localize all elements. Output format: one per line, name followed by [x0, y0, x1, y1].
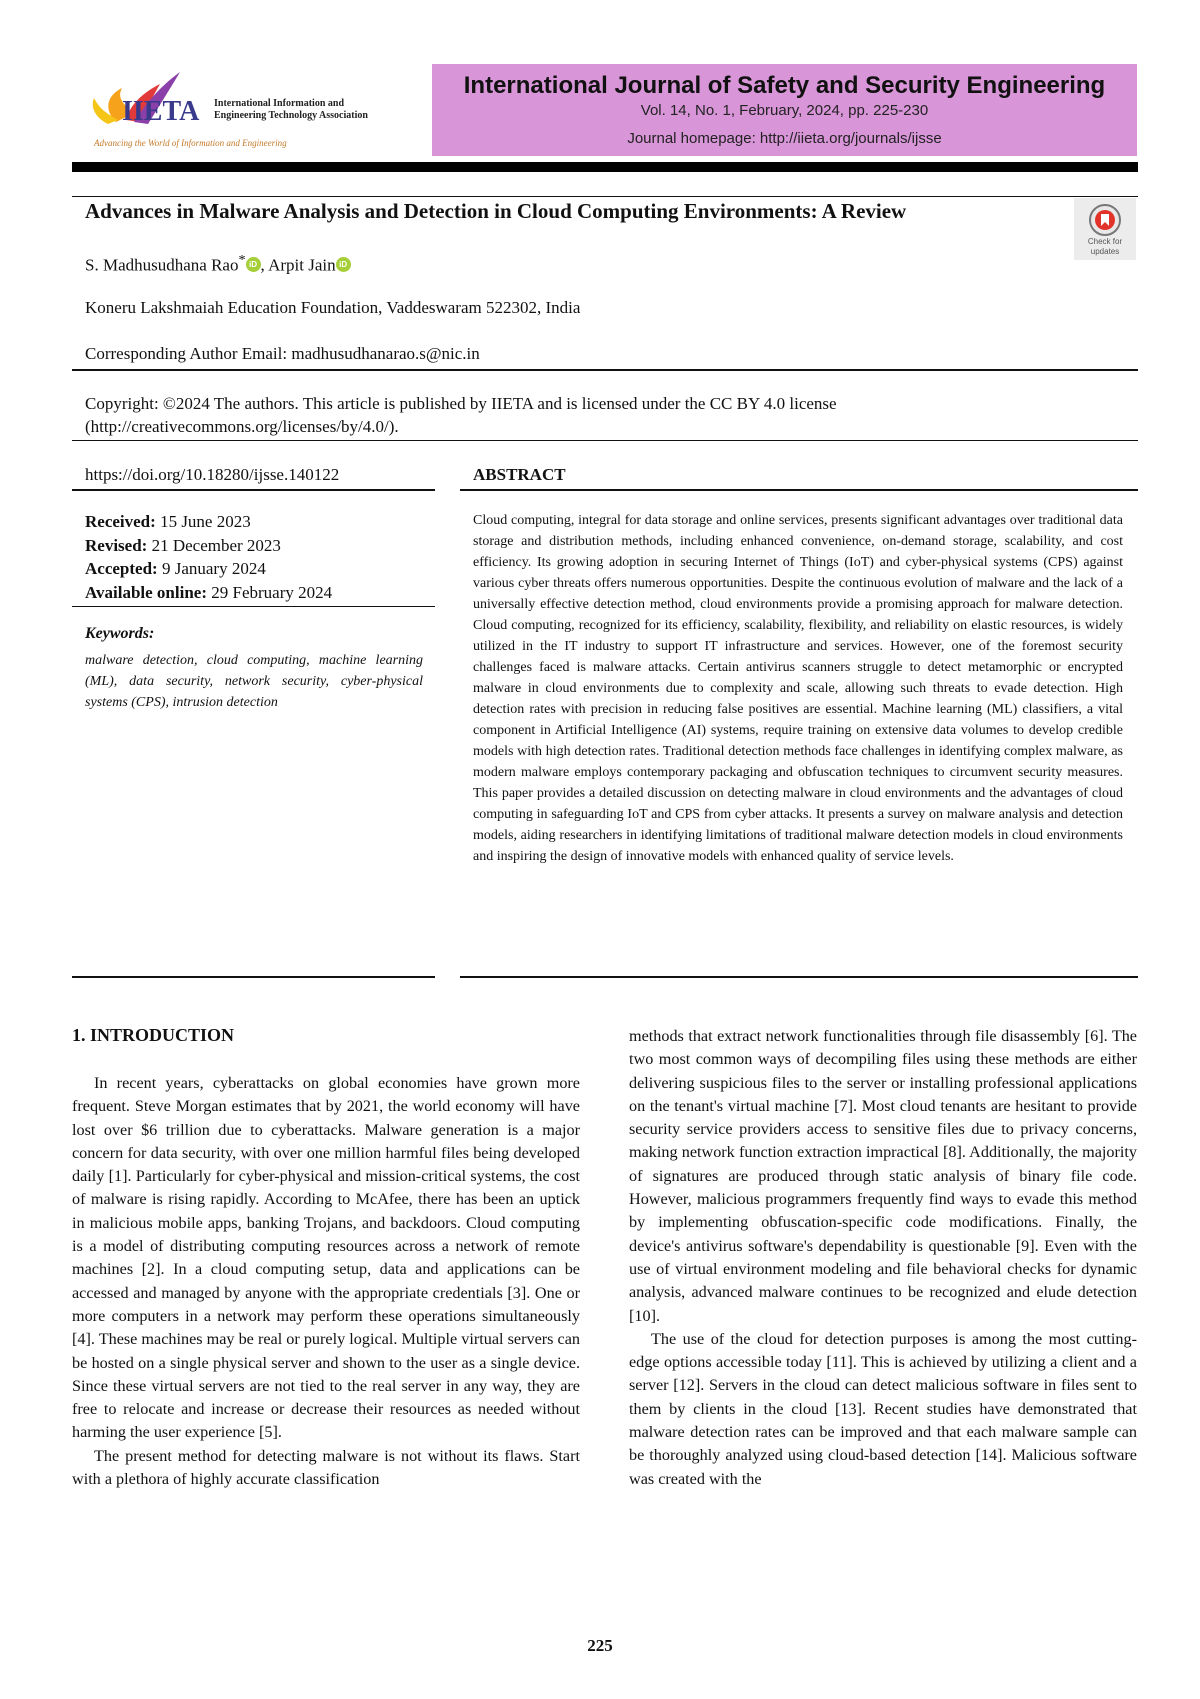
author-name: Arpit Jain — [268, 255, 336, 275]
article-dates — [85, 510, 332, 604]
copyright-rule — [72, 440, 1138, 441]
logo-wordmark: IIETA — [122, 96, 200, 127]
logo-org-line2: Engineering Technology Association — [214, 110, 368, 121]
revised-date: Revised: 21 December 2023 — [85, 535, 281, 555]
author-separator: , — [260, 255, 269, 275]
corresponding-mark: * — [238, 252, 246, 268]
journal-header — [432, 64, 1137, 156]
paragraph: In recent years, cyberattacks on global economies have grown more frequent. Steve Morgan estimates that by 2021, the world economy will have lost over $6 trillion due to cyberattacks. Malware generation is a major concern for data security, with over one million harmful files being developed daily [1]. Particularly for cyber-physical and mission-critical systems, the cost of malware is rising rapidly. According to McAfee, there has been an uptick in malicious mobile apps, banking Trojans, and backdoors. Cloud computing is a model of distributing computing resources across a network of remote machines [2]. In a cloud computing setup, data and applications can be accessed and managed by anyone with the appropriate credentials [3]. One or more computers in a network may perform these operations simultaneously [4]. These machines may be real or purely logical. Multiple virtual servers can be hosted on a single physical server and shown to the user as a single device. Since these virtual servers are not tied to the real server in any way, they are free to relocate and increase or decrease their resources as needed without harming the user experience [5]. — [72, 1074, 580, 1442]
check-for-updates-badge[interactable] — [1074, 198, 1136, 260]
journal-homepage-link[interactable]: Journal homepage: http://iieta.org/journals/ijsse — [627, 130, 942, 147]
author-list — [85, 252, 351, 276]
body-column-left — [72, 1072, 580, 1491]
title-top-rule — [72, 196, 1138, 197]
received-date: Received: 15 June 2023 — [85, 512, 251, 531]
abstract-heading: ABSTRACT — [473, 465, 566, 484]
doi-rule — [72, 489, 435, 491]
journal-volume: Vol. 14, No. 1, February, 2024, pp. 225-230 — [640, 102, 929, 119]
paragraph: The use of the cloud for detection purposes is among the most cutting-edge options accessible today [11]. This is achieved by utilizing a client and a server [12]. Servers in the cloud can detect malicious software in files sent to them by clients in the cloud [13]. Recent studies have demonstrated that malware detection rates can be improved and that each malware sample can be thoroughly analyzed using cloud-based detection [14]. Malicious software was created with the — [629, 1329, 1137, 1488]
header-divider — [72, 162, 1138, 172]
paragraph: The present method for detecting malware is not without its flaws. Start with a plethora of highly accurate classification — [72, 1446, 580, 1489]
doi-link[interactable]: https://doi.org/10.18280/ijsse.140122 — [85, 465, 340, 484]
corr-rule — [72, 369, 1138, 371]
accepted-date: Accepted: 9 January 2024 — [85, 559, 266, 578]
dates-rule — [72, 606, 435, 607]
paper-title: Advances in Malware Analysis and Detection in Cloud Computing Environments: A Review — [85, 199, 907, 223]
online-date: Available online: 29 February 2024 — [85, 582, 333, 602]
abstract-heading-rule — [460, 489, 1138, 491]
section-heading: 1. INTRODUCTION — [72, 1025, 235, 1045]
body-column-right — [629, 1025, 1137, 1491]
logo-tagline: Advancing the World of Information and Engineering — [94, 138, 287, 148]
logo-org-line1: International Information and — [214, 98, 345, 109]
left-column-bottom-rule — [72, 976, 435, 978]
page-number: 225 — [587, 1636, 613, 1655]
abstract-text: Cloud computing, integral for data storage and online services, presents significant advantages over traditional data storage and distribution methods, including enhanced convenience, on-demand storage, scalability, and cost efficiency. Its growing adoption in securing Internet of Things (IoT) and cyber-physical systems (CPS) against various cyber threats offers numerous opportunities. Despite the continuous evolution of malware and the lack of a universally effective detection method, cloud environments provide a promising approach for malware detection. Cloud computing, recognized for its efficiency, scalability, flexibility, and reliability on elastic resources, is widely utilized in the IT industry to support IT infrastructure and services. However, one of the foremost security challenges faced is malware attacks. Certain antivirus scanners struggle to detect metamorphic or encrypted malware in cloud environments due to complexity and scale, allowing such threats to evade detection. High detection rates with precision in reducing false positives are essential. Machine learning (ML) classifiers, a vital component in Artificial Intelligence (AI) systems, require training on extensive data volumes to develop credible models with high detection rates. Traditional detection methods face challenges in identifying complex malware, as modern malware employs contemporary packaging and obfuscation techniques to circumvent security measures. This paper provides a detailed discussion on detecting malware in cloud environments and the advantages of cloud computing in safeguarding IoT and CPS from cyber attacks. It presents a survey on malware analysis and detection models, aiding researchers in identifying limitations of traditional malware detection models in cloud environments and inspiring the design of innovative models with enhanced quality of service levels. — [473, 513, 1123, 864]
abstract-bottom-rule — [460, 976, 1138, 978]
author-name: S. Madhusudhana Rao — [85, 255, 239, 275]
crossmark-label-1: Check for — [1087, 237, 1123, 246]
corresponding-email: Corresponding Author Email: madhusudhanarao.s@nic.in — [85, 344, 480, 363]
keywords-list: malware detection, cloud computing, machine learning (ML), data security, network security, cyber-physical systems (CPS), intrusion detection — [85, 653, 423, 710]
journal-title: International Journal of Safety and Security Engineering — [463, 72, 1106, 99]
copyright-notice: Copyright: ©2024 The authors. This article is published by IIETA and is licensed under the CC BY 4.0 license (http://creativecommons.org/licenses/by/4.0/). — [85, 394, 837, 436]
crossmark-label-2: updates — [1090, 247, 1120, 256]
affiliation: Koneru Lakshmaiah Education Foundation, Vaddeswaram 522302, India — [85, 298, 581, 317]
keywords-heading: Keywords: — [85, 625, 155, 642]
orcid-icon[interactable]: iD — [246, 257, 261, 272]
orcid-icon[interactable]: iD — [336, 257, 351, 272]
paragraph: methods that extract network functionalities through file disassembly [6]. The two most common ways of decompiling files using these methods are either delivering suspicious files to the server or installing professional applications on the tenant's virtual machine [7]. Most cloud tenants are hesitant to provide security service providers access to sensitive files due to privacy concerns, making network function extraction impractical [8]. Additionally, the majority of signatures are produced through static analysis of binary file code. However, malicious programmers frequently find ways to evade this method by implementing obfuscation-specific code modifications. Finally, the device's antivirus software's dependability is questionable [9]. Even with the use of virtual environment modeling and file behavioral checks for dynamic analysis, advanced malware continues to be recognized and elude detection [10]. — [629, 1027, 1137, 1325]
publisher-logo — [82, 70, 382, 154]
